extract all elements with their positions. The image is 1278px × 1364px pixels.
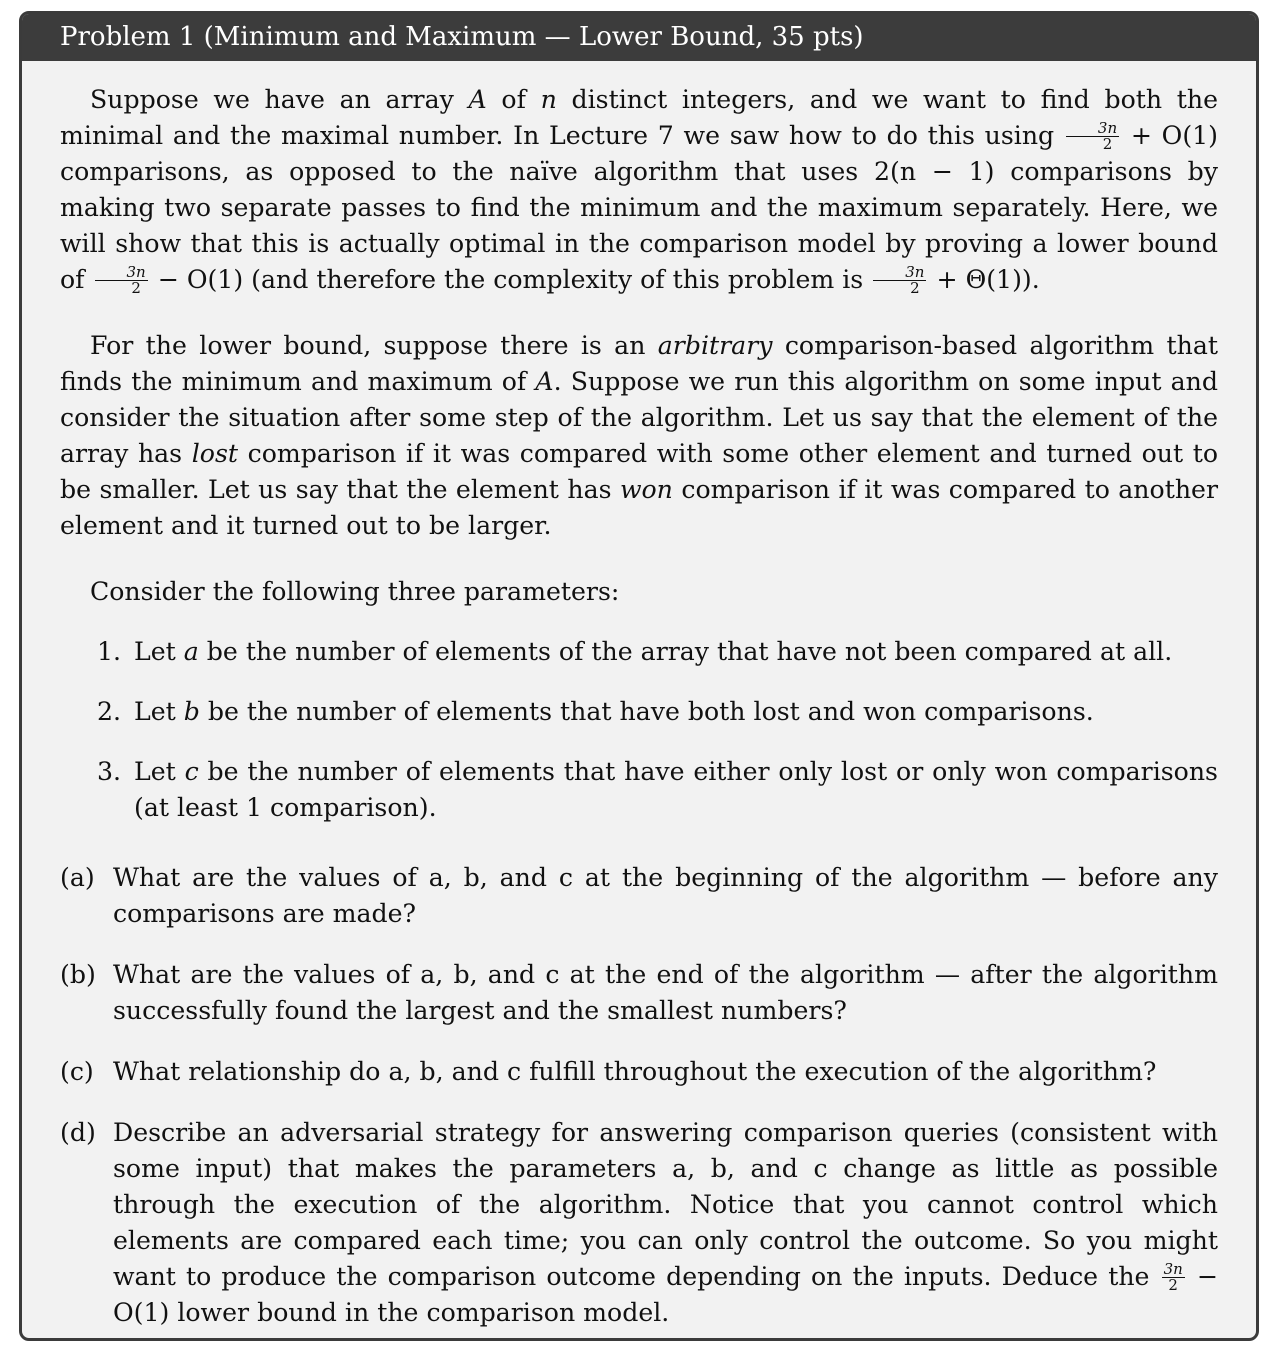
- question-a: (a) What are the values of a, b, and c at the beginning of the algorithm — before any comparisons are made?: [60, 863, 1218, 928]
- question-b: (b) What are the values of a, b, and c at the end of the algorithm — after the algorithm successfully found the largest and the smallest numbers?: [60, 960, 1218, 1025]
- problem-box: [19, 11, 1259, 1341]
- lower-bound-paragraph: For the lower bound, suppose there is an arbitrary comparison-based algorithm that finds the minimum and maximum of A. Suppose we run this algorithm on some input and consider the situation after some step of the algorithm. Let us say that the element of the array has lost comparison if it was compared with some other element and turned out to be smaller. Let us say that the element has won comparison if it was compared to another element and it turned out to be larger.: [60, 331, 1219, 540]
- question-list: [60, 860, 1218, 1331]
- problem-content: [22, 61, 1256, 1331]
- list-item: 2. Let b be the number of elements that have both lost and won comparisons.: [97, 697, 1094, 726]
- fraction-3n-over-2: $\frac{3n}{2}$: [1066, 121, 1119, 152]
- parameter-list: [60, 634, 1218, 826]
- question-c: (c) What relationship do a, b, and c fulfill throughout the execution of the algorithm?: [60, 1057, 1157, 1086]
- fraction-3n-over-2: $\frac{3n}{2}$: [95, 265, 148, 296]
- problem-title: Problem 1 (Minimum and Maximum — Lower Bound, 35 pts): [22, 14, 1256, 61]
- fraction-3n-over-2: $\frac{3n}{2}$: [1163, 1260, 1183, 1295]
- list-item: 1. Let a be the number of elements of the array that have not been compared at all.: [97, 637, 1173, 666]
- fraction-3n-over-2: $\frac{3n}{2}$: [873, 265, 926, 296]
- question-d: (d) Describe an adversarial strategy for answering comparison queries (consistent with some input) that makes the parameters a, b, and c change as little as possible through the execution of the algorithm. Notice that you cannot control which elements are compared each time; you can only control the outcome. So you might want to produce the comparison outcome depending on the inputs. Deduce the $\frac{3n}{2}$ − O(1) lower bound in the comparison model.: [60, 1118, 1218, 1327]
- parameters-intro: Consider the following three parameters:: [90, 577, 620, 606]
- list-item: 3. Let c be the number of elements that have either only lost or only won comparisons (at least 1 comparison).: [97, 757, 1218, 822]
- intro-paragraph: Suppose we have an array A of n distinct integers, and we want to find both the minimal and the maximal number. In Lecture 7 we saw how to do this using $\frac{3n}{2}$ + O(1) comparisons, as opposed to the naïve algorithm that uses 2(n − 1) comparisons by making two separate passes to find the minimum and the maximum separately. Here, we will show that this is actually optimal in the comparison model by proving a lower bound of $\frac{3n}{2}$ − O(1) (and therefore the complexity of this problem is $\frac{3n}{2}$ + Θ(1)).: [60, 85, 1218, 298]
